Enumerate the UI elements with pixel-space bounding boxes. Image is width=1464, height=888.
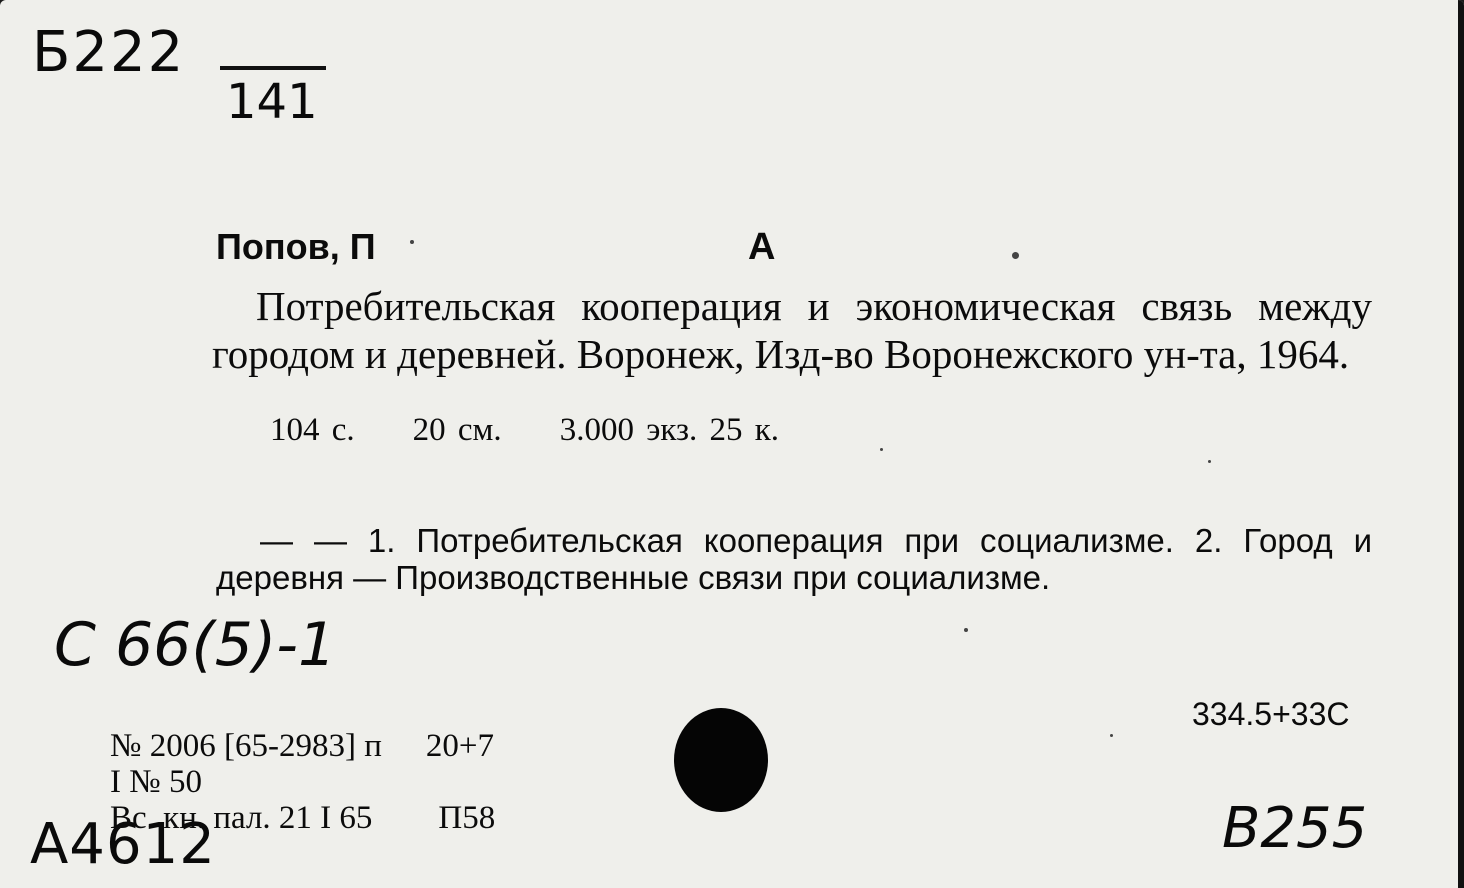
- speck: [964, 628, 968, 632]
- handwritten-shelf-mark: Б222: [32, 20, 186, 85]
- subject-tracings: — — 1. Потребительская кооперация при социализме. 2. Город и деревня — Производственные связи при социализме.: [216, 522, 1372, 596]
- meta-line-1: [110, 728, 495, 764]
- meta-line-2: I № 50: [110, 764, 202, 800]
- author-heading: Попов, П: [216, 226, 376, 267]
- speck: [1110, 734, 1113, 737]
- copies-price: 3.000 экз. 25 к.: [559, 412, 780, 448]
- order-number: № 2006 [65-2983] п: [110, 728, 382, 764]
- pages: 104 с.: [270, 412, 355, 448]
- handwritten-register-number: В255: [1222, 796, 1368, 861]
- author-initial: А: [748, 226, 776, 268]
- punch-hole: [674, 708, 768, 812]
- classification-index: 334.5+33С: [1192, 696, 1350, 732]
- speck: [880, 448, 883, 451]
- code: 20+7: [425, 728, 494, 764]
- shelf-mark-fraction-line: [220, 66, 326, 70]
- speck: [410, 240, 414, 244]
- author-mark: П58: [438, 800, 496, 836]
- chamber-date: Вс. кн. пал. 21 I 65: [110, 800, 373, 836]
- speck: [1012, 252, 1019, 259]
- speck: [1208, 460, 1211, 463]
- physical-description: [270, 412, 779, 449]
- handwritten-shelf-sub: 141: [226, 74, 318, 130]
- title-imprint: Потребительская кооперация и экономическая связь между городом и деревней. Воронеж, Изд-во Воронежского ун-та, 1964.: [212, 283, 1372, 377]
- handwritten-inventory-number: А4612: [30, 812, 216, 877]
- handwritten-class-number: С 66(5)-1: [54, 610, 337, 680]
- size: 20 см.: [412, 412, 502, 448]
